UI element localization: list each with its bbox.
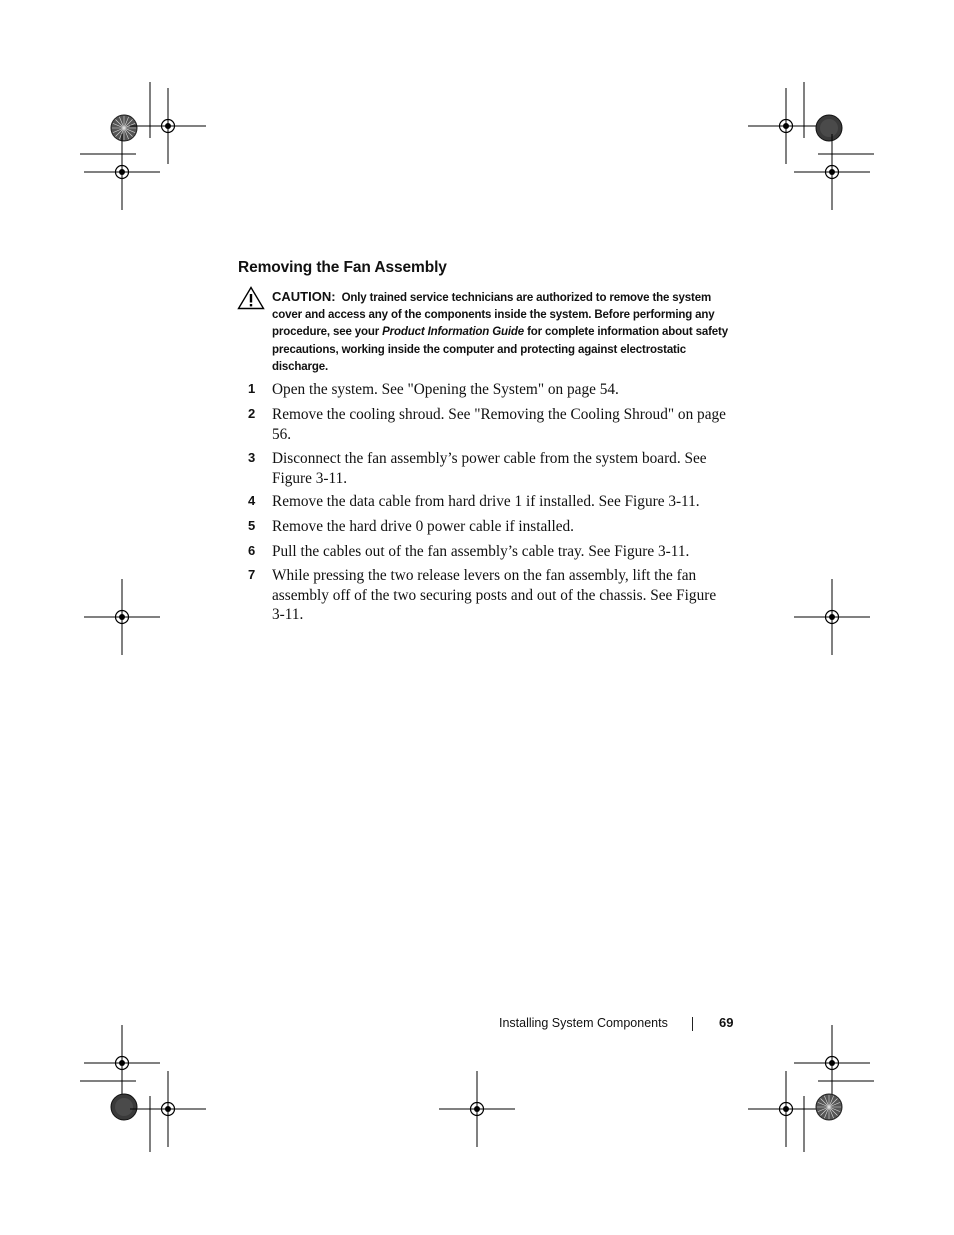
caution-text-2: for complete information about safety precautions, working inside the computer and protecting against electrostatic discharge. (272, 326, 728, 373)
footer-chapter-title: Installing System Components (499, 1016, 668, 1030)
step-number: 4 (248, 493, 256, 508)
step-text: Remove the cooling shroud. See "Removing the Cooling Shroud" on page 56. (272, 406, 726, 443)
section-heading: Removing the Fan Assembly (238, 259, 447, 276)
caution-text-1: Only trained service technicians are authorized to remove the system cover and access any of the components inside the system. Before performing any procedure, see your (272, 292, 715, 339)
step-number: 2 (248, 406, 256, 421)
step-number: 3 (248, 450, 256, 465)
footer-divider (692, 1017, 693, 1031)
caution-note (272, 288, 742, 376)
step-text: Remove the data cable from hard drive 1 if installed. See Figure 3-11. (272, 493, 700, 510)
step-text: Remove the hard drive 0 power cable if installed. (272, 518, 575, 535)
step-text: Open the system. See "Opening the System" on page 54. (272, 381, 619, 398)
step-text: While pressing the two release levers on the fan assembly, lift the fan assembly off of the two securing posts and out of the chassis. See Figure 3-11. (272, 567, 717, 623)
step-number: 7 (248, 567, 256, 582)
step-number: 5 (248, 518, 256, 533)
caution-guide-title: Product Information Guide (382, 326, 525, 339)
step-text: Disconnect the fan assembly’s power cable from the system board. See Figure 3-11. (272, 450, 707, 487)
step-number: 6 (248, 543, 256, 558)
step-number: 1 (248, 381, 256, 396)
page-number: 69 (719, 1015, 734, 1030)
step-text: Pull the cables out of the fan assembly’s cable tray. See Figure 3-11. (272, 543, 690, 560)
warning-triangle-icon (237, 286, 265, 310)
caution-label: CAUTION: (272, 289, 336, 304)
